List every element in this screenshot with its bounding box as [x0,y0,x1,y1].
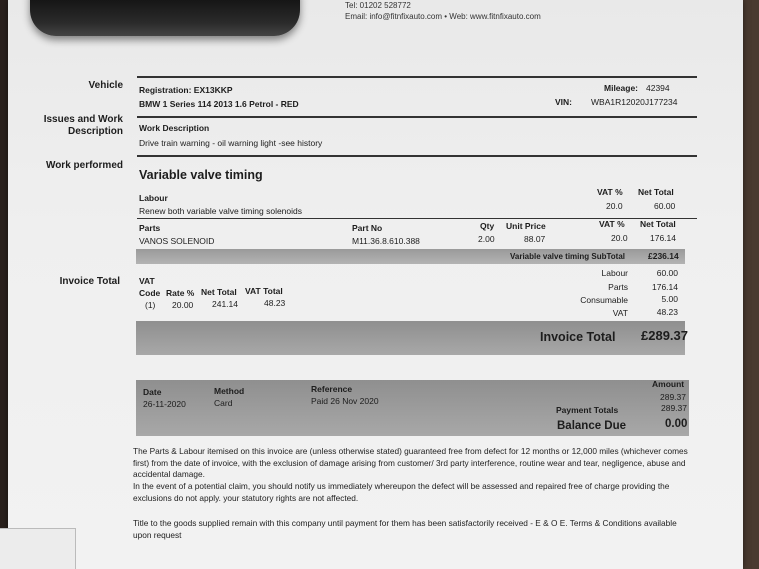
qty-header: Qty [480,221,495,231]
parts-heading: Parts [139,223,161,233]
parts-vat-header: VAT % [599,219,625,229]
mileage-label: Mileage: [604,83,639,93]
balance-due-value: 0.00 [665,418,688,430]
vehicle-description: BMW 1 Series 114 2013 1.6 Petrol - RED [139,99,299,109]
footer-guarantee: The Parts & Labour itemised on this invoice are (unless otherwise stated) guaranteed free from defect for 12 months or 12,000 miles (whichever comes first) from the date of invoice, with the exclusion of damage arising from customer/ 3rd party interference, routine wear and tear, negligence, abuse and accidental damage. [133,446,688,479]
vat-table-header-vat-total: VAT Total [245,286,283,296]
payment-date-header: Date [143,387,162,397]
part-number: M11.36.8.610.388 [352,236,420,246]
labour-net-header: Net Total [638,187,674,197]
labour-vat-header: VAT % [597,187,623,197]
summary-labour-value: 60.00 [656,268,678,278]
summary-consumable-label: Consumable [580,295,628,305]
vin-value: WBA1R12020J177234 [591,97,678,107]
underlying-paper [0,528,76,569]
divider [137,155,697,157]
divider [137,116,697,118]
footer-title-terms: Title to the goods supplied remain with this company until payment for them has been satisfactorily received - E & O E. Terms & Conditions available upon request [133,518,677,540]
unit-price-header: Unit Price [506,221,546,231]
divider [137,76,697,78]
work-title: Variable valve timing [139,168,263,182]
issues-label-line1: Issues and Work [43,114,123,125]
part-name: VANOS SOLENOID [139,236,215,246]
work-description-text: Drive train warning - oil warning light -see history [139,138,323,148]
mileage-value: 42394 [646,83,670,93]
payment-method-header: Method [214,386,245,396]
part-qty: 2.00 [478,234,495,244]
summary-vat-value: 48.23 [656,307,678,317]
vat-row-code: (1) [145,300,156,310]
payment-totals-label: Payment Totals [556,405,619,415]
vat-table-header-code: Code [139,288,161,298]
device-object [30,0,300,36]
work-performed-label: Work performed [45,160,123,171]
payment-method: Card [214,398,233,408]
part-no-header: Part No [352,223,383,233]
work-description-heading: Work Description [139,123,210,133]
vat-table-header-rate: Rate % [166,288,195,298]
vat-table-header-net: Net Total [201,287,237,297]
vat-table-header-vat: VAT [139,276,155,286]
parts-net-header: Net Total [640,219,676,229]
labour-heading: Labour [139,193,168,203]
vat-row-vat: 48.23 [264,298,286,308]
payment-totals-value: 289.37 [661,403,687,413]
part-unit-price: 88.07 [524,234,546,244]
part-net: 176.14 [650,233,676,243]
balance-due-label: Balance Due [557,420,627,432]
summary-parts-label: Parts [608,282,628,292]
vat-row-net: 241.14 [212,299,238,309]
summary-vat-label: VAT [612,308,628,318]
vehicle-registration: Registration: EX13KKP [139,85,233,95]
summary-consumable-value: 5.00 [661,294,678,304]
company-contact-line: Email: info@fitnfixauto.com • Web: www.fitnfixauto.com [345,12,541,21]
company-tel: Tel: 01202 528772 [345,1,411,10]
payment-date: 26-11-2020 [143,399,186,409]
issues-label-line2: Description [67,126,123,137]
part-vat: 20.0 [611,233,628,243]
labour-vat: 20.0 [606,201,623,211]
payment-amount: 289.37 [660,392,686,402]
summary-labour-label: Labour [601,268,628,278]
invoice-total-label: Invoice Total [540,330,616,344]
invoice-total-value: £289.37 [641,328,688,343]
company-contact [345,0,541,22]
vat-row-rate: 20.00 [172,300,194,310]
labour-description: Renew both variable valve timing solenoids [139,206,303,216]
summary-parts-value: 176.14 [652,282,678,292]
vin-label: VIN: [555,97,572,107]
issues-section-label [33,114,123,138]
subtotal-value: £236.14 [648,251,679,261]
payment-amount-header: Amount [652,379,685,389]
subtotal-label: Variable valve timing SubTotal [510,252,625,261]
payment-reference-header: Reference [311,384,353,394]
labour-net: 60.00 [654,201,676,211]
vehicle-section-label: Vehicle [88,80,123,91]
invoice-total-section-label: Invoice Total [59,276,120,287]
footer-claims: In the event of a potential claim, you should notify us immediately whereupon the defect will be assessed and repaired free of charge providing the exclusions do not apply. your statutory rights are not affected. [133,481,670,503]
payment-reference: Paid 26 Nov 2020 [311,396,379,406]
